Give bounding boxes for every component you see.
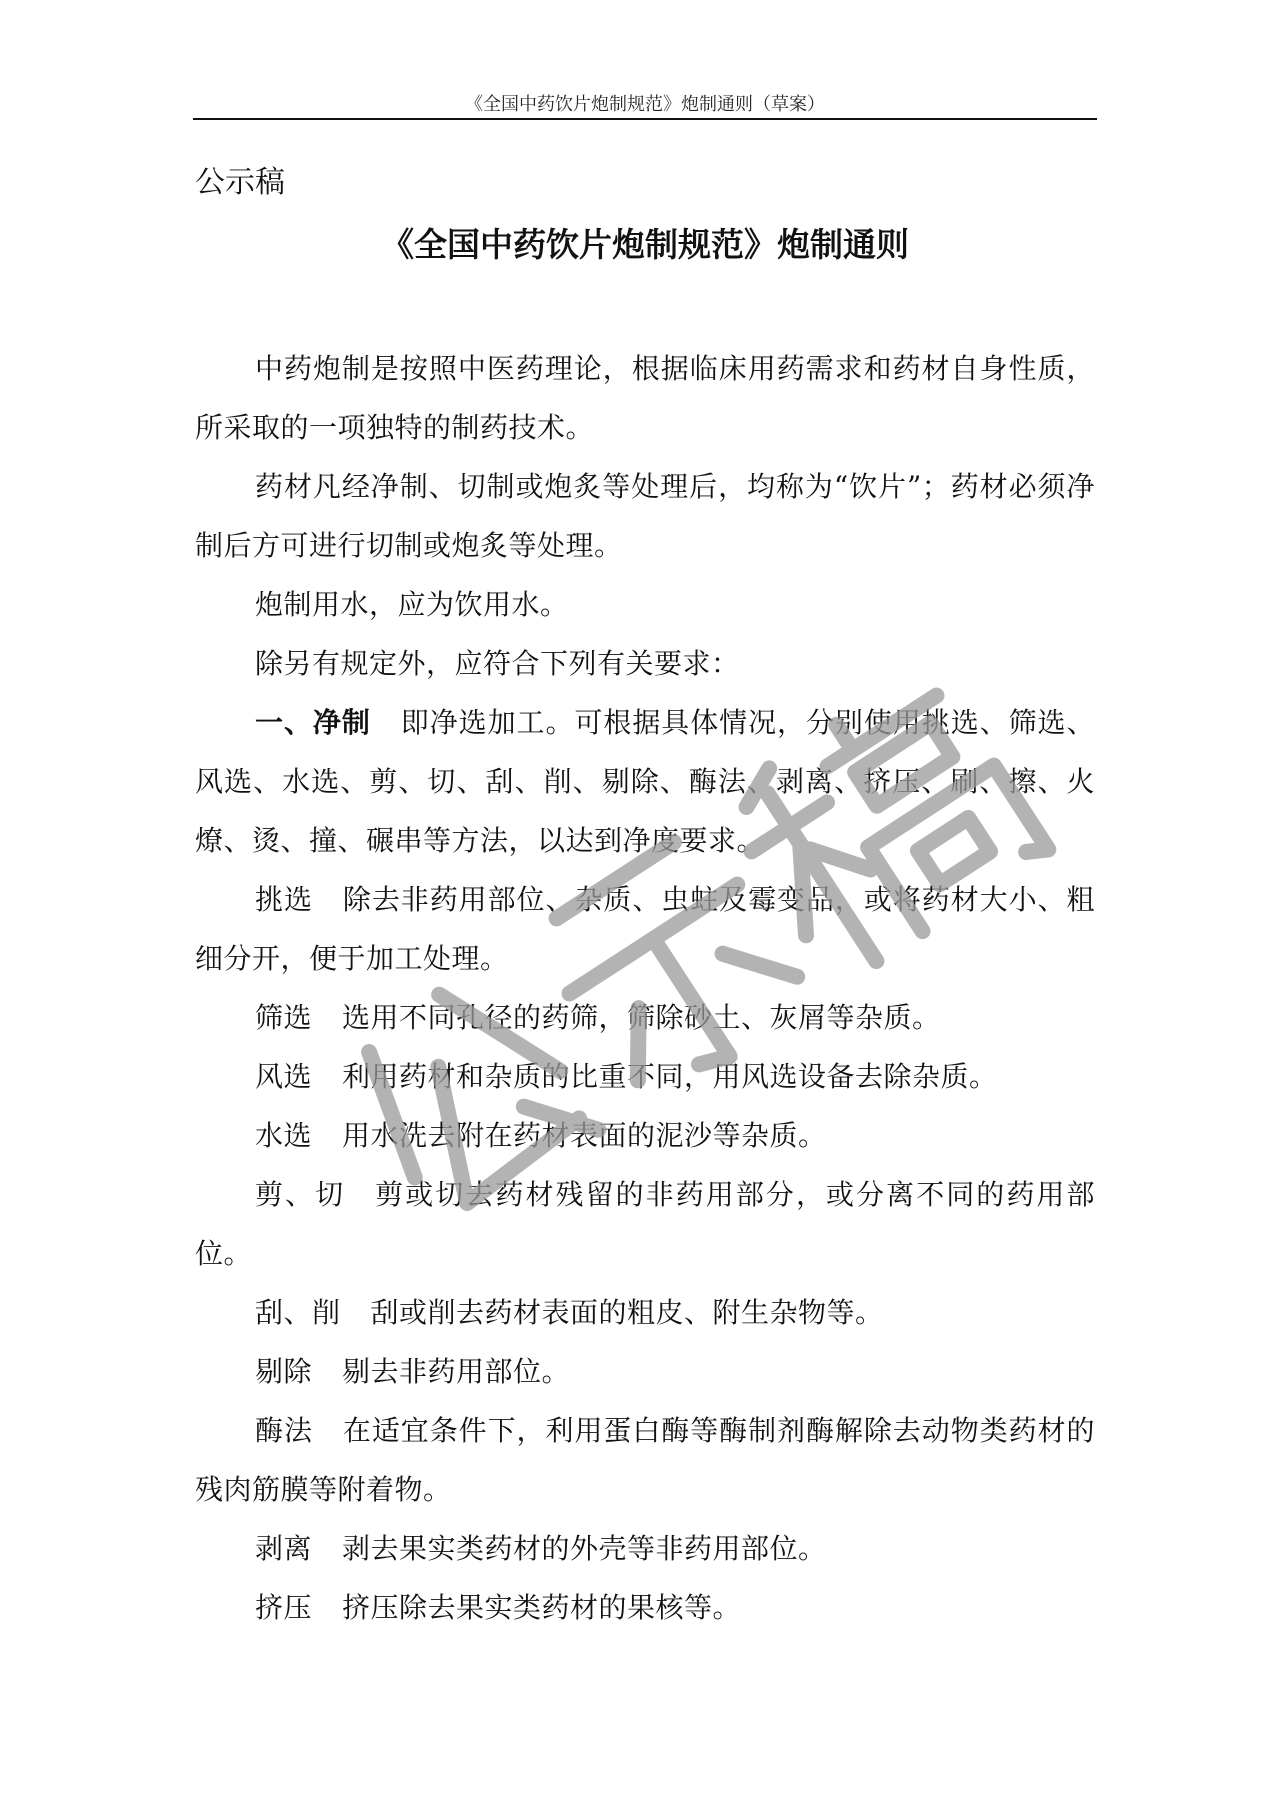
term-paragraph (195, 1106, 1095, 1165)
term-label: 风选 (255, 1060, 313, 1093)
term-paragraph (195, 1401, 1095, 1519)
paragraph-text: 在适宜条件下，利用蛋白酶等酶制剂酶解除去动物类药材的残肉筋膜等附着物。 (195, 1414, 1095, 1506)
paragraph-text: 中药炮制是按照中医药理论，根据临床用药需求和药材自身性质，所采取的一项独特的制药技术。 (195, 352, 1095, 444)
paragraph (195, 575, 1095, 634)
term-label: 剪、切 (255, 1178, 346, 1211)
paragraph-text: 药材凡经净制、切制或炮炙等处理后，均称为“饮片”；药材必须净制后方可进行切制或炮炙等处理。 (195, 470, 1095, 562)
term-label: 剥离 (255, 1532, 313, 1565)
term-paragraph (195, 1165, 1095, 1283)
paragraph-text: 即净选加工。可根据具体情况，分别使用挑选、筛选、风选、水选、剪、切、刮、削、剔除、酶法、剥离、挤压、刷、擦、火燎、烫、撞、碾串等方法，以达到净度要求。 (195, 706, 1095, 857)
paragraph (195, 457, 1095, 575)
running-header: 《全国中药饮片炮制规范》炮制通则（草案） (465, 94, 825, 115)
paragraph-text: 利用药材和杂质的比重不同，用风选设备去除杂质。 (342, 1060, 998, 1093)
term-label: 筛选 (255, 1001, 313, 1034)
paragraph-text: 除另有规定外，应符合下列有关要求： (255, 647, 740, 680)
document-title: 《全国中药饮片炮制规范》炮制通则 (381, 225, 909, 264)
term-label: 刮、削 (255, 1296, 341, 1329)
term-label: 挑选 (255, 883, 313, 916)
header-rule (193, 118, 1097, 120)
term-paragraph (195, 1047, 1095, 1106)
body-text (195, 339, 1095, 1637)
paragraph-text: 炮制用水，应为饮用水。 (255, 588, 569, 621)
paragraph (195, 339, 1095, 457)
term-label: 挤压 (255, 1591, 313, 1624)
paragraph-text: 除去非药用部位、杂质、虫蛀及霉变品，或将药材大小、粗细分开，便于加工处理。 (195, 883, 1095, 975)
term-paragraph (195, 1283, 1095, 1342)
paragraph-text: 用水洗去附在药材表面的泥沙等杂质。 (342, 1119, 827, 1152)
paragraph-text: 挤压除去果实类药材的果核等。 (342, 1591, 742, 1624)
term-paragraph (195, 1519, 1095, 1578)
paragraph-text: 剥去果实类药材的外壳等非药用部位。 (342, 1532, 827, 1565)
section-heading: 一、净制 (255, 706, 371, 739)
paragraph-text: 刮或削去药材表面的粗皮、附生杂物等。 (370, 1296, 884, 1329)
term-paragraph (195, 1578, 1095, 1637)
section-paragraph (195, 693, 1095, 870)
term-paragraph (195, 870, 1095, 988)
paragraph-text: 剔去非药用部位。 (342, 1355, 571, 1388)
term-label: 剔除 (255, 1355, 313, 1388)
term-paragraph (195, 1342, 1095, 1401)
term-label: 酶法 (255, 1414, 313, 1447)
term-paragraph (195, 988, 1095, 1047)
paragraph-text: 选用不同孔径的药筛，筛除砂土、灰屑等杂质。 (342, 1001, 941, 1034)
paragraph-text: 剪或切去药材残留的非药用部分，或分离不同的药用部位。 (195, 1178, 1095, 1270)
draft-tag: 公示稿 (195, 165, 285, 200)
term-label: 水选 (255, 1119, 313, 1152)
paragraph (195, 634, 1095, 693)
